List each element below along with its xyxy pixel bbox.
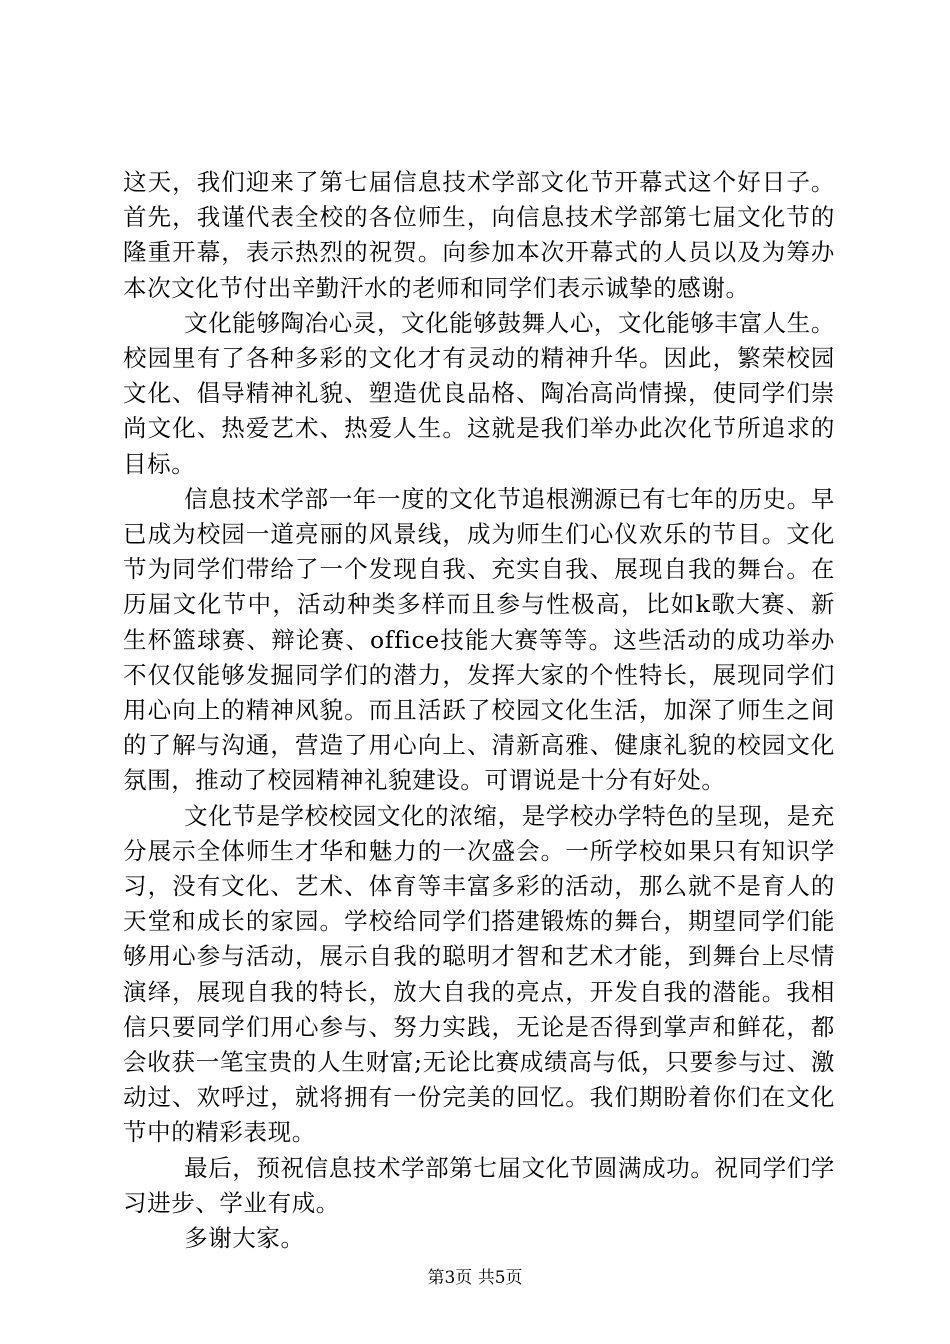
paragraph-opening: 这天，我们迎来了第七届信息技术学部文化节开幕式这个好日子。首先，我谨代表全校的各位师生，向信息技术学部第七届文化节的隆重开幕，表示热烈的祝贺。向参加本次开幕式的人员以及为筹办本次文化节付出辛勤汗水的老师和同学们表示诚挚的感谢。 (123, 168, 835, 302)
page-number-footer: 第3页 共5页 (427, 1268, 523, 1288)
paragraph-thanks: 多谢大家。 (184, 1224, 305, 1253)
paragraph-closing-wishes: 最后，预祝信息技术学部第七届文化节圆满成功。祝同学们学习进步、学业有成。 (123, 1153, 835, 1217)
paragraph-culture-value: 文化能够陶冶心灵，文化能够鼓舞人心，文化能够丰富人生。校园里有了各种多彩的文化才有灵动的精神升华。因此，繁荣校园文化、倡导精神礼貌、塑造优良品格、陶冶高尚情操，使同学们崇尚文化、热爱艺术、热爱人生。这就是我们举办此次化节所追求的目标。 (123, 308, 835, 478)
document-body (123, 165, 835, 1256)
paragraph-festival-meaning: 文化节是学校校园文化的浓缩，是学校办学特色的呈现，是充分展示全体师生才华和魅力的一次盛会。一所学校如果只有知识学习，没有文化、艺术、体育等丰富多彩的活动，那么就不是育人的天堂和成长的家园。学校给同学们搭建锻炼的舞台，期望同学们能够用心参与活动，展示自我的聪明才智和艺术才能，到舞台上尽情演绎，展现自我的特长，放大自我的亮点，开发自我的潜能。我相信只要同学们用心参与、努力实践，无论是否得到掌声和鲜花，都会收获一笔宝贵的人生财富;无论比赛成绩高与低，只要参与过、激动过、欢呼过，就将拥有一份完美的回忆。我们期盼着你们在文化节中的精彩表现。 (123, 801, 835, 1147)
paragraph-festival-history: 信息技术学部一年一度的文化节追根溯源已有七年的历史。早已成为校园一道亮丽的风景线，成为师生们心仪欢乐的节目。文化节为同学们带给了一个发现自我、充实自我、展现自我的舞台。在历届文化节中，活动种类多样而且参与性极高，比如k歌大赛、新生杯篮球赛、辩论赛、office技能大赛等等。这些活动的成功举办不仅仅能够发掘同学们的潜力，发挥大家的个性特长，展现同学们用心向上的精神风貌。而且活跃了校园文化生活，加深了师生之间的了解与沟通，营造了用心向上、清新高雅、健康礼貌的校园文化氛围，推动了校园精神礼貌建设。可谓说是十分有好处。 (123, 484, 835, 795)
